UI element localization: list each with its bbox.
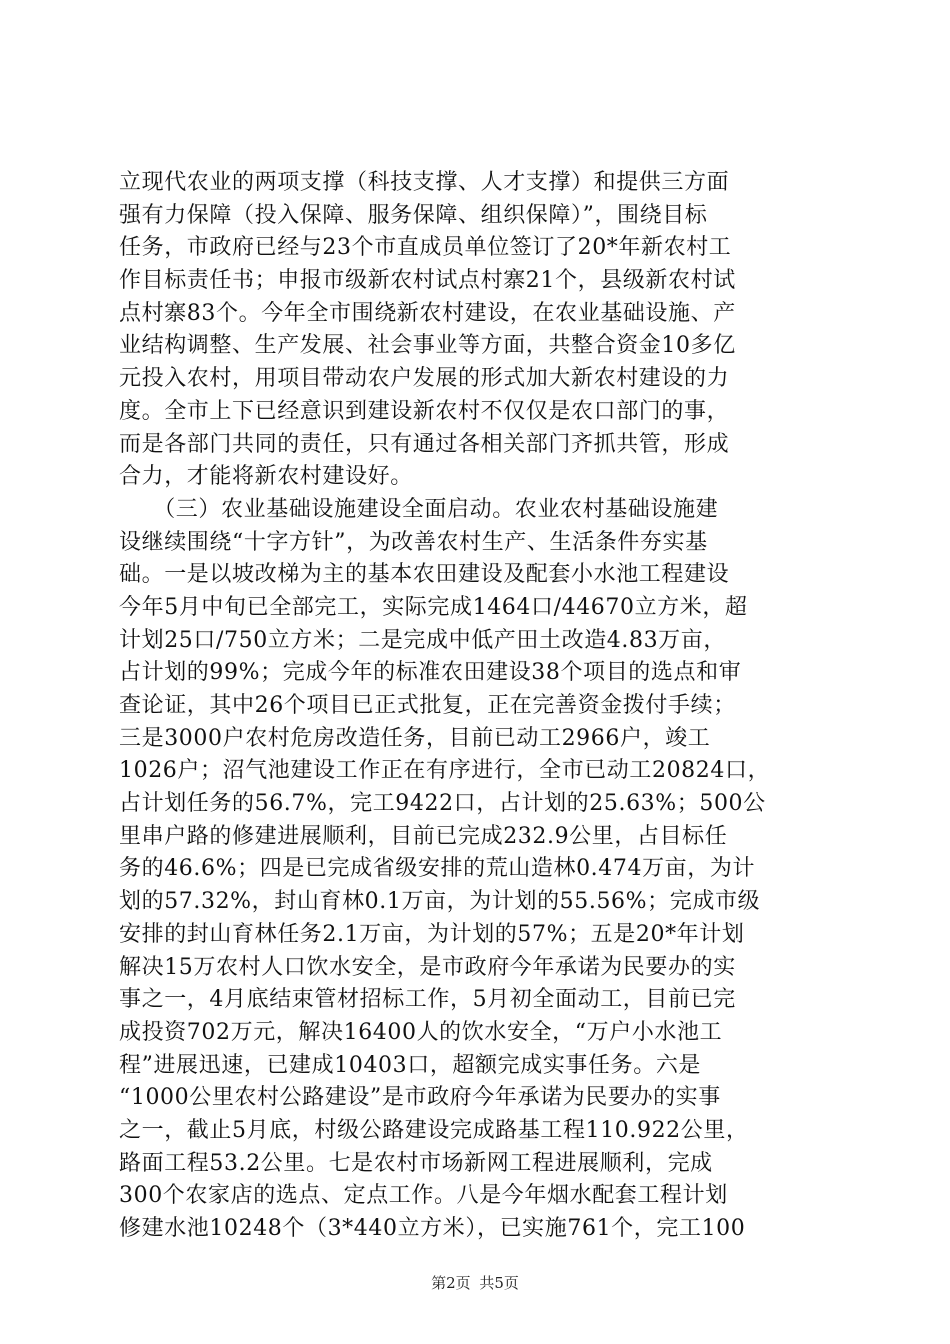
text-line: 点村寨83个。今年全市围绕新农村建设，在农业基础设施、产 <box>119 300 736 326</box>
text-line: 占计划的99%；完成今年的标准农田建设38个项目的选点和审 <box>119 660 742 686</box>
text-line: 业结构调整、生产发展、社会事业等方面，共整合资金10多亿 <box>119 333 736 359</box>
text-line: 划的57.32%，封山育林0.1万亩，为计划的55.56%；完成市级 <box>119 889 761 915</box>
text-line: 础。一是以坡改梯为主的基本农田建设及配套小水池工程建设 <box>119 562 730 588</box>
text-line: 安排的封山育林任务2.1万亩，为计划的57%；五是20*年计划 <box>119 921 745 947</box>
text-line: （三）农业基础设施建设全面启动。农业农村基础设施建 <box>119 496 719 522</box>
page-number: 第2页 <box>431 1274 471 1292</box>
text-line: 度。全市上下已经意识到建设新农村不仅仅是农口部门的事， <box>119 398 730 424</box>
text-line: 计划25口/750立方米；二是完成中低产田土改造4.83万亩， <box>119 627 726 653</box>
text-line: 路面工程53.2公里。七是农村市场新网工程进展顺利，完成 <box>119 1150 713 1176</box>
text-line: 事之一，4月底结束管材招标工作，5月初全面动工，目前已完 <box>119 987 736 1013</box>
text-line: 修建水池10248个（3*440立方米），已实施761个，完工100 <box>119 1216 746 1241</box>
text-line: 强有力保障（投入保障、服务保障、组织保障）”，围绕目标 <box>119 202 708 228</box>
text-line: 里串户路的修建进展顺利，目前已完成232.9公里，占目标任 <box>119 823 728 849</box>
text-line: 合力，才能将新农村建设好。 <box>119 464 413 490</box>
text-line: 今年5月中旬已全部完工，实际完成1464口/44670立方米，超 <box>119 594 748 620</box>
text-line: 300个农家店的选点、定点工作。八是今年烟水配套工程计划 <box>119 1183 728 1209</box>
text-line: 任务，市政府已经与23个市直成员单位签订了20*年新农村工 <box>119 235 732 261</box>
text-line: 成投资702万元，解决16400人的饮水安全，“万户小水池工 <box>119 1019 723 1045</box>
text-line: 占计划任务的56.7%，完工9422口，占计划的25.63%；500公 <box>119 791 766 817</box>
text-line: “1000公里农村公路建设”是市政府今年承诺为民要办的实事 <box>119 1085 721 1111</box>
page-total: 共5页 <box>479 1274 519 1292</box>
text-line: 解决15万农村人口饮水安全，是市政府今年承诺为民要办的实 <box>119 954 736 980</box>
body-text <box>119 167 839 1246</box>
text-line: 三是3000户农村危房改造任务，目前已动工2966户，竣工 <box>119 725 711 751</box>
text-line: 查论证，其中26个项目已正式批复，正在完善资金拨付手续； <box>119 693 736 718</box>
text-line: 程”进展迅速，已建成10403口，超额完成实事任务。六是 <box>119 1052 702 1078</box>
text-line: 作目标责任书；申报市级新农村试点村寨21个，县级新农村试 <box>119 268 736 294</box>
text-line: 之一，截止5月底，村级公路建设完成路基工程110.922公里， <box>119 1117 749 1143</box>
page-footer <box>0 1272 950 1293</box>
text-line: 而是各部门共同的责任，只有通过各相关部门齐抓共管，形成 <box>119 431 730 457</box>
text-line: 元投入农村，用项目带动农户发展的形式加大新农村建设的力 <box>119 366 730 392</box>
text-line: 立现代农业的两项支撑（科技支撑、人才支撑）和提供三方面 <box>119 170 730 195</box>
text-line: 务的46.6%；四是已完成省级安排的荒山造林0.474万亩，为计 <box>119 856 756 882</box>
text-line: 设继续围绕“十字方针”，为改善农村生产、生活条件夯实基 <box>119 529 708 555</box>
text-line: 1026户；沼气池建设工作正在有序进行，全市已动工20824口， <box>119 758 771 784</box>
